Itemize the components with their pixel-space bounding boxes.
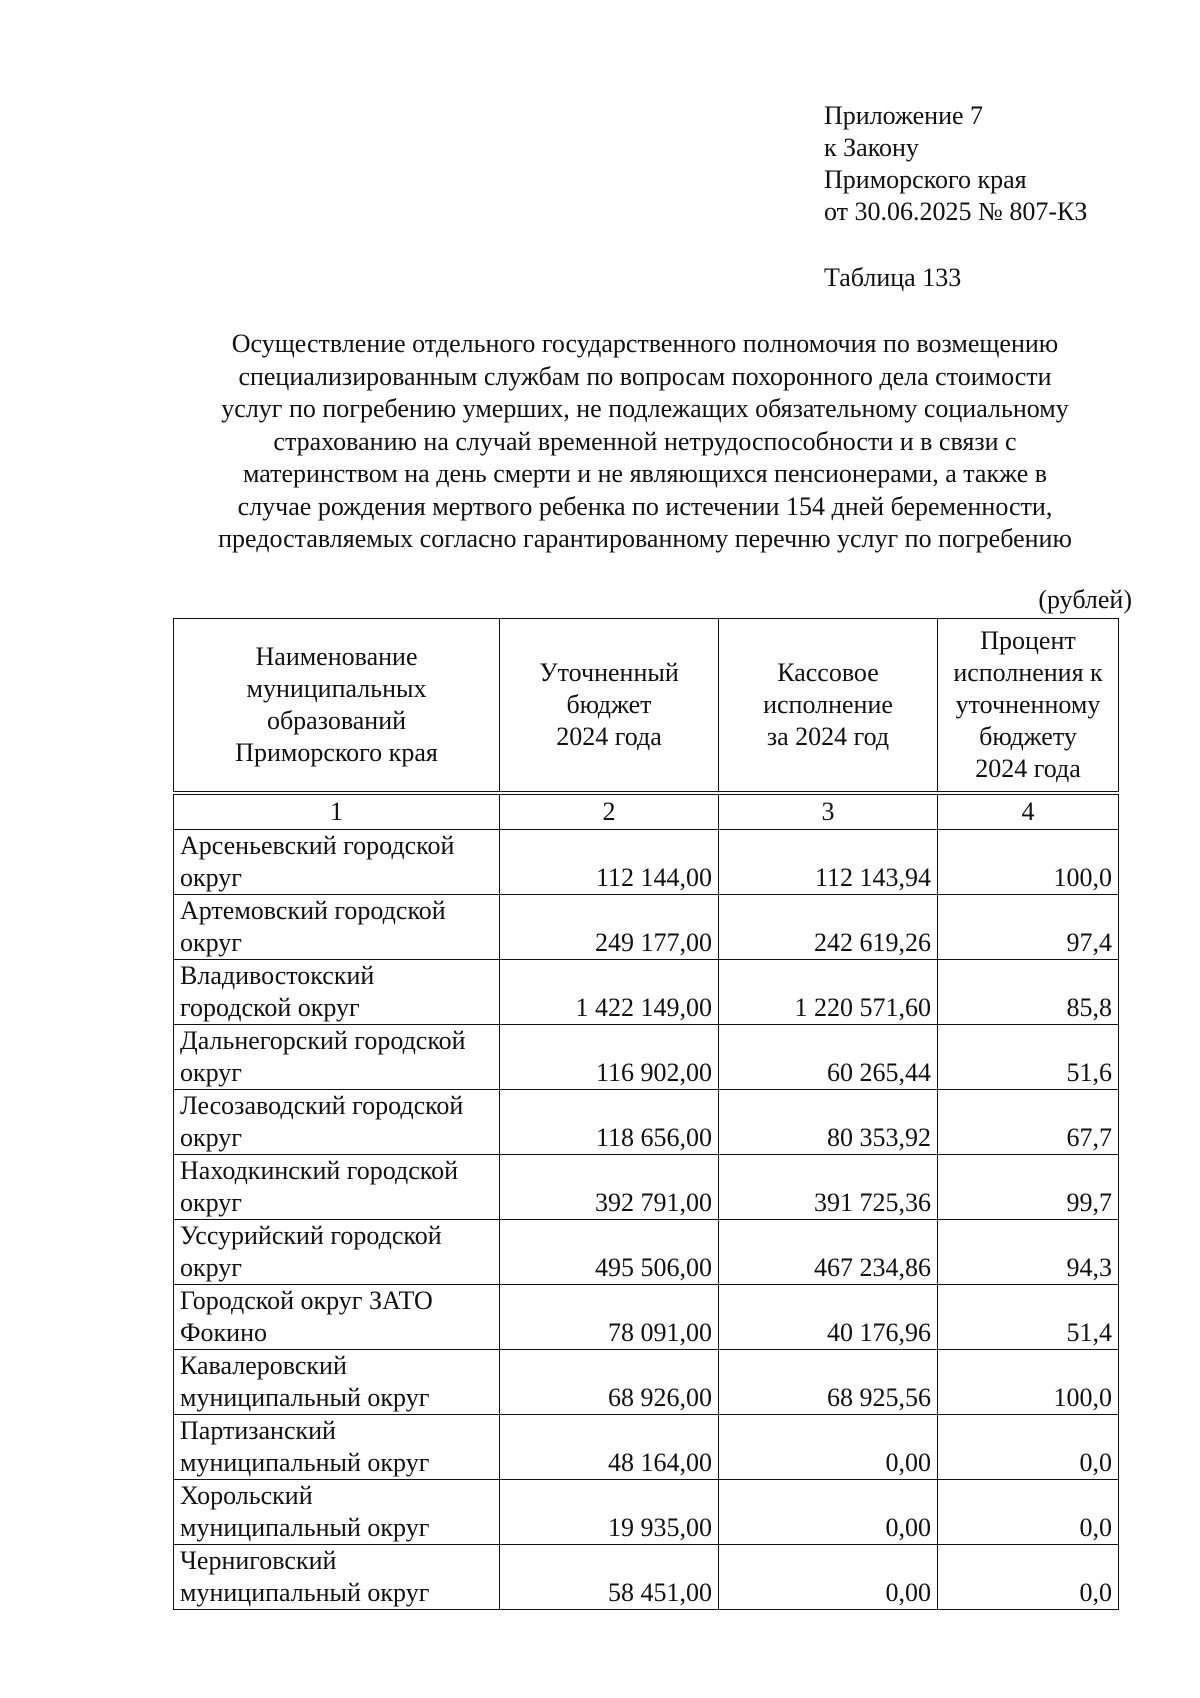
percent-value: 51,6 [938, 1025, 1119, 1090]
percent-value: 0,0 [938, 1545, 1119, 1610]
table-row [174, 1285, 1119, 1350]
budget-value: 116 902,00 [500, 1025, 719, 1090]
table-row [174, 1155, 1119, 1220]
table-row [174, 1415, 1119, 1480]
title-line: страхованию на случай временной нетрудоспособности и в связи с [273, 426, 1017, 456]
municipality-name: Арсеньевский городской округ [174, 830, 500, 895]
percent-value: 51,4 [938, 1285, 1119, 1350]
municipality-name: Черниговский муниципальный округ [174, 1545, 500, 1610]
table-row [174, 895, 1119, 960]
title-line: случае рождения мертвого ребенка по истечении 154 дней беременности, [237, 491, 1053, 521]
table-row [174, 1480, 1119, 1545]
municipality-name: Владивостокский городской округ [174, 960, 500, 1025]
municipality-name: Городской округ ЗАТО Фокино [174, 1285, 500, 1350]
budget-value: 19 935,00 [500, 1480, 719, 1545]
percent-value: 67,7 [938, 1090, 1119, 1155]
percent-value: 85,8 [938, 960, 1119, 1025]
execution-value: 112 143,94 [719, 830, 938, 895]
appendix-line: к Закону [824, 133, 919, 162]
percent-value: 97,4 [938, 895, 1119, 960]
municipality-name: Кавалеровский муниципальный округ [174, 1350, 500, 1415]
percent-value: 100,0 [938, 1350, 1119, 1415]
title-line: предоставляемых согласно гарантированному перечню услуг по погребению [218, 524, 1072, 553]
budget-table [173, 618, 1119, 1610]
budget-value: 118 656,00 [500, 1090, 719, 1155]
header-budget: Уточненный бюджет 2024 года [500, 619, 719, 794]
header-execution: Кассовое исполнение за 2024 год [719, 619, 938, 794]
table-row [174, 1220, 1119, 1285]
budget-value: 78 091,00 [500, 1285, 719, 1350]
units-label: (рублей) [1038, 585, 1132, 614]
percent-value: 100,0 [938, 830, 1119, 895]
execution-value: 0,00 [719, 1480, 938, 1545]
percent-value: 94,3 [938, 1220, 1119, 1285]
table-row [174, 1090, 1119, 1155]
execution-value: 242 619,26 [719, 895, 938, 960]
header-percent: Процент исполнения к уточненному бюджету 2024 года [938, 619, 1119, 794]
table-row [174, 1025, 1119, 1090]
budget-value: 1 422 149,00 [500, 960, 719, 1025]
execution-value: 0,00 [719, 1545, 938, 1610]
table-row [174, 1350, 1119, 1415]
column-number: 1 [174, 793, 500, 830]
percent-value: 0,0 [938, 1415, 1119, 1480]
appendix-line: Приморского края [824, 165, 1027, 194]
table-row [174, 960, 1119, 1025]
column-number: 4 [938, 793, 1119, 830]
column-number: 3 [719, 793, 938, 830]
execution-value: 68 925,56 [719, 1350, 938, 1415]
column-number: 2 [500, 793, 719, 830]
title-line: Осуществление отдельного государственного полномочия по возмещению [231, 329, 1059, 358]
column-number-row [174, 793, 1119, 830]
budget-value: 68 926,00 [500, 1350, 719, 1415]
title-line: специализированным службам по вопросам похоронного дела стоимости [238, 361, 1052, 391]
budget-value: 112 144,00 [500, 830, 719, 895]
budget-value: 392 791,00 [500, 1155, 719, 1220]
title-line: материнством на день смерти и не являющихся пенсионерами, а также в [242, 459, 1048, 488]
percent-value: 0,0 [938, 1480, 1119, 1545]
budget-value: 495 506,00 [500, 1220, 719, 1285]
title-line: услуг по погребению умерших, не подлежащих обязательному социальному [221, 394, 1069, 423]
appendix-line: Приложение 7 [824, 101, 984, 130]
execution-value: 40 176,96 [719, 1285, 938, 1350]
municipality-name: Уссурийский городской округ [174, 1220, 500, 1285]
municipality-name: Находкинский городской округ [174, 1155, 500, 1220]
execution-value: 1 220 571,60 [719, 960, 938, 1025]
table-row [174, 830, 1119, 895]
budget-value: 249 177,00 [500, 895, 719, 960]
municipality-name: Артемовский городской округ [174, 895, 500, 960]
appendix-reference [824, 100, 1087, 228]
execution-value: 391 725,36 [719, 1155, 938, 1220]
header-municipality: Наименование муниципальных образований Приморского края [174, 619, 500, 794]
percent-value: 99,7 [938, 1155, 1119, 1220]
appendix-line: от 30.06.2025 № 807-КЗ [824, 197, 1088, 226]
municipality-name: Лесозаводский городской округ [174, 1090, 500, 1155]
table-header-row [174, 619, 1119, 794]
execution-value: 467 234,86 [719, 1220, 938, 1285]
municipality-name: Партизанский муниципальный округ [174, 1415, 500, 1480]
execution-value: 80 353,92 [719, 1090, 938, 1155]
budget-value: 58 451,00 [500, 1545, 719, 1610]
table-number: Таблица 133 [824, 263, 962, 292]
document-title [150, 328, 1140, 556]
execution-value: 0,00 [719, 1415, 938, 1480]
table-row [174, 1545, 1119, 1610]
budget-value: 48 164,00 [500, 1415, 719, 1480]
municipality-name: Хорольский муниципальный округ [174, 1480, 500, 1545]
execution-value: 60 265,44 [719, 1025, 938, 1090]
municipality-name: Дальнегорский городской округ [174, 1025, 500, 1090]
